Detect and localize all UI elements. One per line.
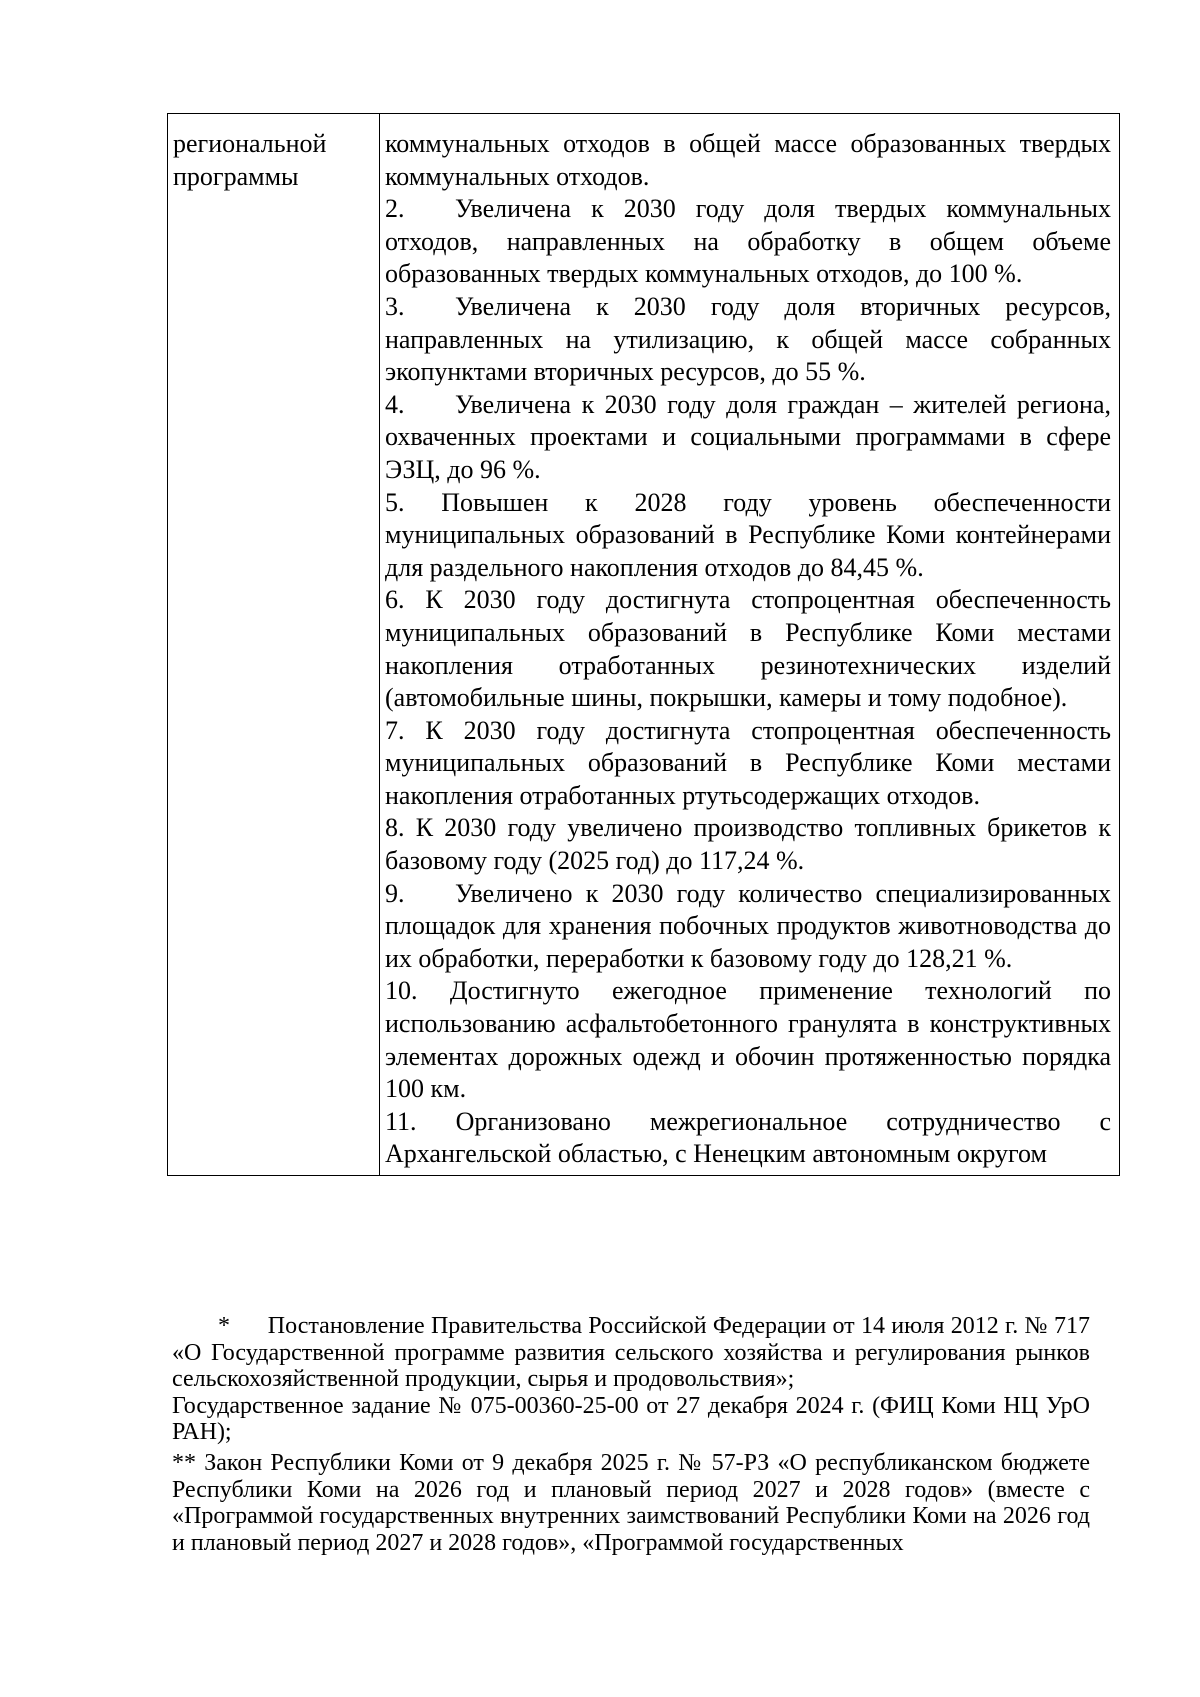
program-table bbox=[167, 113, 1120, 1176]
list-item bbox=[385, 291, 1111, 389]
item-text: Организовано межрегиональное сотрудничество с Архангельской областью, с Ненецким автономным округом bbox=[385, 1106, 1112, 1169]
item-text: Увеличена к 2030 году доля вторичных ресурсов, направленных на утилизацию, к общей массе собранных экопунктами вторичных ресурсов, до 55 %. bbox=[385, 291, 1111, 387]
list-item bbox=[385, 975, 1111, 1105]
footnote-star-1: * Постановление Правительства Российской Федерации от 14 июля 2012 г. № 717 «О Государственной программе развития сельского хозяйства и регулирования рынков сельскохозяйственной продукции, сырья и продовольствия»; bbox=[172, 1313, 1090, 1393]
item-text: Достигнуто ежегодное применение технологий по использованию асфальтобетонного гранулята в конструктивных элементах дорожных одежд и обочин протяженностью порядка 100 км. bbox=[385, 976, 1112, 1104]
left-cell-line: региональной bbox=[173, 129, 327, 158]
item-text: К 2030 году достигнута стопроцентная обеспеченность муниципальных образований в Республике Коми местами накопления отработанных резинотехнических изделий (автомобильные шины, покрышки, камеры и тому подобное). bbox=[385, 585, 1112, 713]
item-number: 10. bbox=[385, 976, 418, 1006]
table-row bbox=[168, 114, 1120, 1176]
item-text: Увеличено к 2030 году количество специализированных площадок для хранения побочных продуктов животноводства до их обработки, переработки к базовому году до 128,21 %. bbox=[385, 878, 1111, 973]
item-text: К 2030 году увеличено производство топливных брикетов к базовому году (2025 год) до 117,24 %. bbox=[385, 813, 1111, 876]
item-number: 7. bbox=[385, 715, 405, 745]
item-text: К 2030 году достигнута стопроцентная обеспеченность муниципальных образований в Республике Коми местами накопления отработанных ртутьсодержащих отходов. bbox=[385, 715, 1112, 810]
list-item bbox=[385, 584, 1111, 714]
item-number: 5. bbox=[385, 487, 405, 517]
item-text: Повышен к 2028 году уровень обеспеченности муниципальных образований в Республике Коми контейнерами для раздельного накопления отходов до 84,45 %. bbox=[385, 487, 1112, 582]
item-number: 3. bbox=[385, 291, 405, 321]
item-number: 11. bbox=[385, 1106, 417, 1136]
right-cell bbox=[380, 114, 1120, 1176]
list-item bbox=[385, 812, 1111, 877]
list-item bbox=[385, 715, 1111, 813]
footnote-star-2: ** Закон Республики Коми от 9 декабря 2025 г. № 57-РЗ «О республиканском бюджете Республики Коми на 2026 год и плановый период 2027 и 2028 годов» (вместе с «Программой государственных внутренних заимствований Республики Коми на 2026 год и плановый период 2027 и 2028 годов», «Программой государственных bbox=[172, 1449, 1090, 1556]
item-text: Увеличена к 2030 году доля твердых коммунальных отходов, направленных на обработку в общем объеме образованных твердых коммунальных отходов, до 100 %. bbox=[385, 194, 1111, 289]
item-number: 9. bbox=[385, 878, 405, 908]
list-item bbox=[385, 1106, 1111, 1171]
item-number: 8. bbox=[385, 813, 405, 843]
item-number: 4. bbox=[385, 389, 405, 419]
footnotes bbox=[172, 1313, 1090, 1556]
left-cell bbox=[168, 114, 380, 1176]
intro-text: коммунальных отходов в общей массе образованных твердых коммунальных отходов. bbox=[385, 129, 1111, 191]
list-item bbox=[385, 487, 1111, 585]
item-number: 6. bbox=[385, 585, 405, 615]
left-cell-line: программы bbox=[173, 161, 299, 191]
item-text: Увеличена к 2030 году доля граждан – жителей региона, охваченных проектами и социальными программами в сфере ЭЗЦ, до 96 %. bbox=[385, 389, 1111, 484]
footnote-state-task: Государственное задание № 075-00360-25-00 от 27 декабря 2024 г. (ФИЦ Коми НЦ УрО РАН); bbox=[172, 1392, 1090, 1446]
item-number: 2. bbox=[385, 194, 405, 224]
list-item bbox=[385, 878, 1111, 976]
list-item bbox=[385, 193, 1111, 291]
list-item bbox=[385, 389, 1111, 487]
